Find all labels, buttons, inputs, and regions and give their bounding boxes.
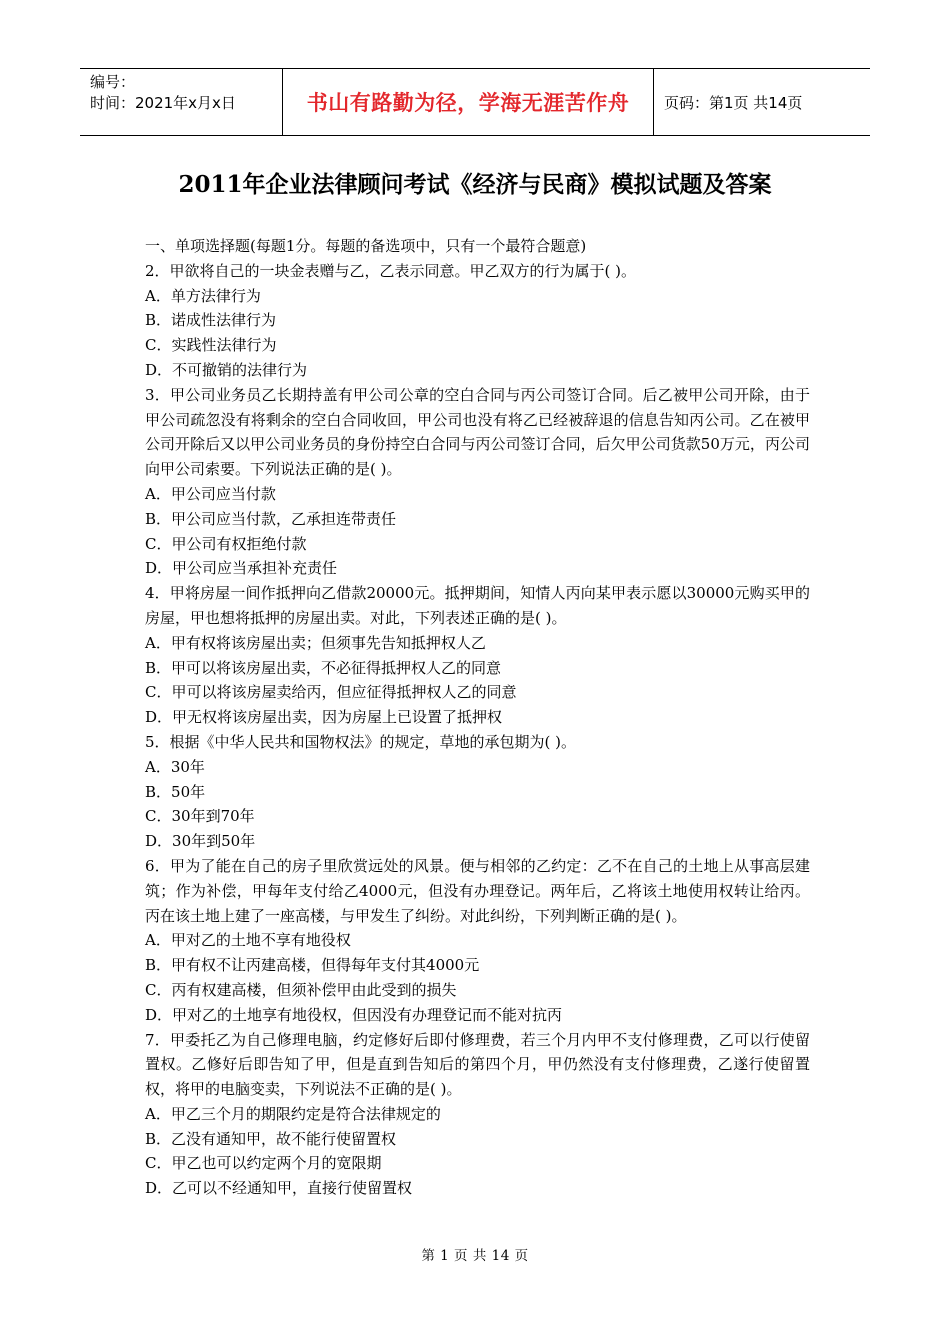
body-paragraph: A．甲乙三个月的期限约定是符合法律规定的 xyxy=(145,1104,441,1123)
body-paragraph: D．不可撤销的法律行为 xyxy=(145,360,308,379)
body-paragraph: D．甲无权将该房屋出卖，因为房屋上已设置了抵押权 xyxy=(145,708,503,727)
body-paragraph: D．甲对乙的土地享有地役权，但因没有办理登记而不能对抗丙 xyxy=(145,1005,563,1024)
body-paragraph: D．甲公司应当承担补充责任 xyxy=(145,559,338,578)
body-paragraph: 7．甲委托乙为自己修理电脑，约定修好后即付修理费，若三个月内甲不支付修理费，乙可以行使留置权。乙修好后即告知了甲，但是直到告知后的第四个月，甲仍然没有支付修理费，乙遂行使留置权，将甲的电脑变卖，下列说法不正确的是( )。 xyxy=(145,1030,810,1099)
body-paragraph: 2．甲欲将自己的一块金表赠与乙，乙表示同意。甲乙双方的行为属于( )。 xyxy=(145,261,637,280)
body-paragraph: C．丙有权建高楼，但须补偿甲由此受到的损失 xyxy=(145,980,457,999)
body-paragraph: A．甲有权将该房屋出卖；但须事先告知抵押权人乙 xyxy=(145,633,486,652)
body-paragraph: B．乙没有通知甲，故不能行使留置权 xyxy=(145,1129,397,1148)
header-meta xyxy=(80,69,282,135)
header-motto: 书山有路勤为径，学海无涯苦作舟 xyxy=(282,69,654,135)
body-paragraph: B．诺成性法律行为 xyxy=(145,311,277,330)
page-footer: 第 1 页 共 14 页 xyxy=(421,1248,529,1264)
body-paragraph: C．甲乙也可以约定两个月的宽限期 xyxy=(145,1154,382,1173)
body-paragraph: 5．根据《中华人民共和国物权法》的规定，草地的承包期为( )。 xyxy=(145,732,577,751)
body-paragraph: D．30年到50年 xyxy=(145,832,256,851)
body-paragraph: A．30年 xyxy=(145,757,205,776)
body-paragraph: C．30年到70年 xyxy=(145,807,255,826)
body-paragraph: A．单方法律行为 xyxy=(145,286,261,305)
document-title: 2011年企业法律顾问考试《经济与民商》模拟试题及答案 xyxy=(178,171,772,198)
body-paragraph: C．甲可以将该房屋卖给丙，但应征得抵押权人乙的同意 xyxy=(145,683,517,702)
document-header xyxy=(80,68,870,136)
body-paragraph: 3．甲公司业务员乙长期持盖有甲公司公章的空白合同与丙公司签订合同。后乙被甲公司开除，由于甲公司疏忽没有将剩余的空白合同收回，甲公司也没有将乙已经被辞退的信息告知丙公司。乙在被甲公司开除后又以甲公司业务员的身份持空白合同与丙公司签订合同，后欠甲公司货款50万元，丙公司向甲公司索要。下列说法正确的是( )。 xyxy=(145,385,810,479)
body-paragraph: C．实践性法律行为 xyxy=(145,336,277,355)
number-label: 编号： xyxy=(90,73,136,91)
header-page-info: 页码：第1页 共14页 xyxy=(664,93,803,112)
body-paragraph: C．甲公司有权拒绝付款 xyxy=(145,534,307,553)
document-body xyxy=(145,234,810,1201)
body-paragraph: A．甲对乙的土地不享有地役权 xyxy=(145,931,351,950)
body-paragraph: B．50年 xyxy=(145,782,206,801)
body-paragraph: B．甲有权不让丙建高楼，但得每年支付其4000元 xyxy=(145,956,480,975)
time-label: 时间：2021年x月x日 xyxy=(90,94,236,112)
body-paragraph: B．甲可以将该房屋出卖，不必征得抵押权人乙的同意 xyxy=(145,658,502,677)
body-paragraph: 一、单项选择题(每题1分。每题的备选项中，只有一个最符合题意) xyxy=(145,237,587,255)
body-paragraph: 4．甲将房屋一间作抵押向乙借款20000元。抵押期间，知情人丙向某甲表示愿以30000元购买甲的房屋，甲也想将抵押的房屋出卖。对此，下列表述正确的是( )。 xyxy=(145,584,810,627)
body-paragraph: D．乙可以不经通知甲，直接行使留置权 xyxy=(145,1179,413,1198)
body-paragraph: 6．甲为了能在自己的房子里欣赏远处的风景。便与相邻的乙约定：乙不在自己的土地上从事高层建筑；作为补偿，甲每年支付给乙4000元，但没有办理登记。两年后，乙将该土地使用权转让给丙。丙在该土地上建了一座高楼，与甲发生了纠纷。对此纠纷，下列判断正确的是( )。 xyxy=(145,856,810,925)
body-paragraph: B．甲公司应当付款，乙承担连带责任 xyxy=(145,509,397,528)
body-paragraph: A．甲公司应当付款 xyxy=(145,484,276,503)
